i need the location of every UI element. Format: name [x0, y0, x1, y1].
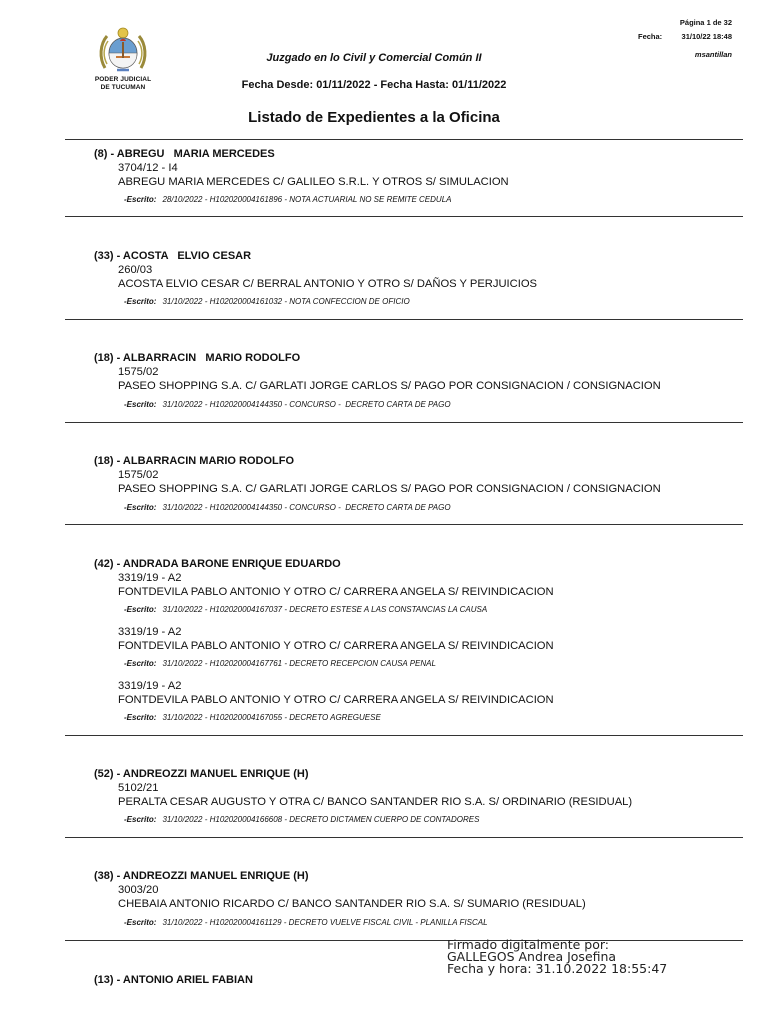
date-range: Fecha Desde: 01/11/2022 - Fecha Hasta: 01/11/2022	[241, 79, 507, 91]
case-number: 5102/21	[118, 782, 159, 794]
signature-line1: Firmado digitalmente por:	[447, 937, 609, 952]
escrito-label: -Escrito:	[124, 659, 157, 668]
party-name: (8) - ABREGU MARIA MERCEDES	[94, 148, 275, 160]
escrito-line	[124, 605, 487, 614]
case-title: PASEO SHOPPING S.A. C/ GARLATI JORGE CARLOS S/ PAGO POR CONSIGNACION / CONSIGNACION	[118, 483, 661, 495]
divider	[65, 735, 743, 736]
divider	[65, 319, 743, 320]
case-title: PERALTA CESAR AUGUSTO Y OTRA C/ BANCO SANTANDER RIO S.A. S/ ORDINARIO (RESIDUAL)	[118, 796, 633, 808]
party-name: (18) - ALBARRACIN MARIO RODOLFO	[94, 352, 301, 364]
case-title: CHEBAIA ANTONIO RICARDO C/ BANCO SANTANDER RIO S.A. S/ SUMARIO (RESIDUAL)	[118, 898, 586, 910]
divider	[65, 837, 743, 838]
escrito-label: -Escrito:	[124, 503, 157, 512]
escrito-line	[124, 297, 410, 306]
escrito-detail: 31/10/2022 - H102020004167037 - DECRETO ESTESE A LAS CONSTANCIAS LA CAUSA	[162, 605, 488, 614]
escrito-detail: 31/10/2022 - H102020004167055 - DECRETO AGREGUESE	[162, 713, 381, 722]
escrito-label: -Escrito:	[124, 713, 157, 722]
date-label: Fecha:	[638, 32, 663, 41]
case-number: 3003/20	[118, 884, 159, 896]
case-number: 3704/12 - I4	[118, 162, 178, 174]
page-title: Listado de Expedientes a la Oficina	[248, 109, 500, 126]
case-number: 3319/19 - A2	[118, 626, 182, 638]
signature-line2: GALLEGOS Andrea Josefina	[447, 949, 617, 964]
divider	[65, 139, 743, 140]
escrito-label: -Escrito:	[124, 918, 157, 927]
escrito-line	[124, 400, 451, 409]
case-title: FONTDEVILA PABLO ANTONIO Y OTRO C/ CARRERA ANGELA S/ REIVINDICACION	[118, 640, 554, 652]
divider	[65, 422, 743, 423]
court-name: Juzgado en lo Civil y Comercial Común II	[266, 52, 482, 64]
party-name: (33) - ACOSTA ELVIO CESAR	[94, 250, 252, 262]
case-title: ABREGU MARIA MERCEDES C/ GALILEO S.R.L. Y OTROS S/ SIMULACION	[118, 176, 509, 188]
escrito-detail: 31/10/2022 - H102020004144350 - CONCURSO - DECRETO CARTA DE PAGO	[162, 503, 451, 512]
escrito-detail: 31/10/2022 - H102020004167761 - DECRETO RECEPCION CAUSA PENAL	[162, 659, 436, 668]
case-title: FONTDEVILA PABLO ANTONIO Y OTRO C/ CARRERA ANGELA S/ REIVINDICACION	[118, 694, 554, 706]
party-name: (13) - ANTONIO ARIEL FABIAN	[94, 974, 253, 986]
escrito-detail: 31/10/2022 - H102020004161129 - DECRETO VUELVE FISCAL CIVIL - PLANILLA FISCAL	[162, 918, 488, 927]
divider	[65, 524, 743, 525]
escrito-detail: 31/10/2022 - H102020004161032 - NOTA CONFECCION DE OFICIO	[162, 297, 410, 306]
escrito-label: -Escrito:	[124, 400, 157, 409]
signature-line3: Fecha y hora: 31.10.2022 18:55:47	[447, 961, 668, 976]
party-name: (38) - ANDREOZZI MANUEL ENRIQUE (H)	[94, 870, 309, 882]
case-number: 260/03	[118, 264, 153, 276]
escrito-label: -Escrito:	[124, 195, 157, 204]
escrito-detail: 28/10/2022 - H102020004161896 - NOTA ACTUARIAL NO SE REMITE CEDULA	[162, 195, 452, 204]
escrito-line	[124, 659, 436, 668]
print-date: 31/10/22 18:48	[681, 32, 732, 41]
case-number: 3319/19 - A2	[118, 680, 182, 692]
escrito-label: -Escrito:	[124, 605, 157, 614]
escrito-line	[124, 195, 451, 204]
escrito-detail: 31/10/2022 - H102020004166608 - DECRETO DICTAMEN CUERPO DE CONTADORES	[162, 815, 480, 824]
case-title: ACOSTA ELVIO CESAR C/ BERRAL ANTONIO Y OTRO S/ DAÑOS Y PERJUICIOS	[118, 278, 538, 290]
escrito-detail: 31/10/2022 - H102020004144350 - CONCURSO - DECRETO CARTA DE PAGO	[162, 400, 451, 409]
logo-line2: DE TUCUMAN	[100, 83, 146, 91]
case-number: 1575/02	[118, 366, 159, 378]
escrito-line	[124, 503, 451, 512]
coat-of-arms-icon	[97, 24, 149, 74]
case-title: FONTDEVILA PABLO ANTONIO Y OTRO C/ CARRERA ANGELA S/ REIVINDICACION	[118, 586, 554, 598]
escrito-label: -Escrito:	[124, 815, 157, 824]
case-number: 3319/19 - A2	[118, 572, 182, 584]
escrito-line	[124, 713, 381, 722]
logo-line1: PODER JUDICIAL	[94, 76, 152, 83]
party-name: (42) - ANDRADA BARONE ENRIQUE EDUARDO	[94, 558, 341, 570]
case-title: PASEO SHOPPING S.A. C/ GARLATI JORGE CARLOS S/ PAGO POR CONSIGNACION / CONSIGNACION	[118, 380, 661, 392]
user-name: msantillan	[694, 50, 732, 59]
case-number: 1575/02	[118, 469, 159, 481]
digital-signature	[447, 939, 667, 975]
page-number: Página 1 de 32	[679, 18, 732, 27]
party-name: (18) - ALBARRACIN MARIO RODOLFO	[94, 455, 295, 467]
party-name: (52) - ANDREOZZI MANUEL ENRIQUE (H)	[94, 768, 309, 780]
escrito-line	[124, 815, 479, 824]
divider	[65, 216, 743, 217]
escrito-label: -Escrito:	[124, 297, 157, 306]
escrito-line	[124, 918, 488, 927]
